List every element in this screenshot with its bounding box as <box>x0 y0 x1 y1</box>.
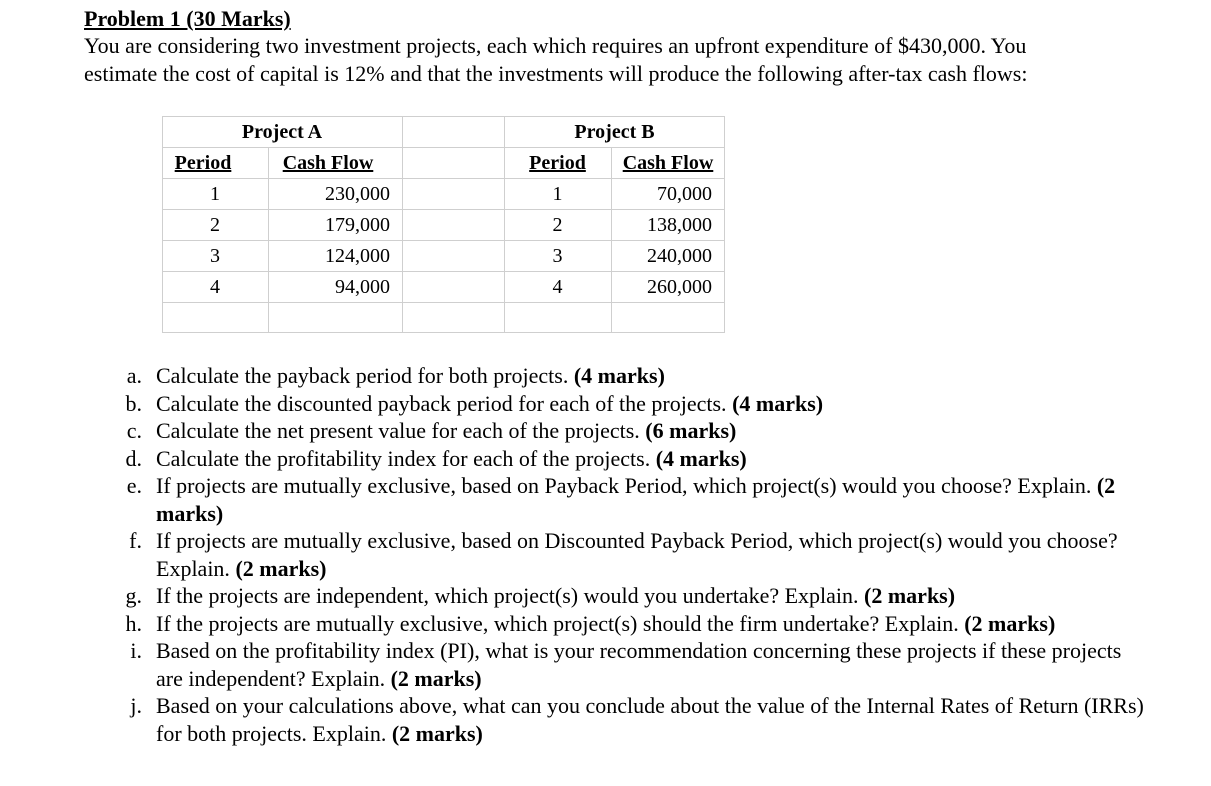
project-a-cash-flow: 94,000 <box>335 276 390 298</box>
project-a-period: 3 <box>210 245 220 267</box>
question-letter: d. <box>125 445 142 471</box>
grid-line <box>162 302 725 303</box>
question-list <box>108 362 1148 747</box>
question-item <box>108 417 1148 445</box>
question-marks: (2 marks) <box>156 473 1116 526</box>
project-b-cash-flow: 138,000 <box>647 214 712 236</box>
grid-line <box>162 271 725 272</box>
intro-line-2: estimate the cost of capital is 12% and that the investments will produce the following after-tax cash flows: <box>84 61 1028 86</box>
project-a-period: 1 <box>210 183 220 205</box>
question-letter: h. <box>125 610 142 636</box>
question-letter: e. <box>126 473 142 498</box>
question-item <box>108 527 1148 582</box>
question-text: If the projects are mutually exclusive, which project(s) should the firm undertake? Explain. <box>156 610 965 636</box>
question-text: Calculate the payback period for both projects. <box>156 363 574 388</box>
project-b-title: Project B <box>574 121 655 143</box>
question-item <box>108 610 1148 638</box>
question-text: Calculate the profitability index for each of the projects. <box>156 445 656 471</box>
question-marks: (2 marks) <box>235 555 327 581</box>
grid-line <box>162 116 725 117</box>
question-text: If the projects are independent, which project(s) would you undertake? Explain. <box>156 583 865 608</box>
project-b-cash-flow: 240,000 <box>647 245 712 267</box>
problem-title: Problem 1 (30 Marks) <box>84 6 291 31</box>
project-a-cashflow-header: Cash Flow <box>282 152 374 174</box>
problem-intro <box>84 32 1174 88</box>
project-b-period-header: Period <box>529 152 586 174</box>
project-a-period-header: Period <box>174 152 232 174</box>
grid-line <box>162 240 725 241</box>
grid-line <box>162 178 725 179</box>
grid-line <box>162 332 725 333</box>
question-text: Based on the profitability index (PI), what is your recommendation concerning these projects if these projects are independent? Explain. <box>156 638 1122 691</box>
project-a-title: Project A <box>241 121 323 143</box>
question-item <box>108 445 1148 473</box>
project-a-cash-flow: 124,000 <box>325 245 390 267</box>
question-item <box>108 390 1148 418</box>
question-text: If projects are mutually exclusive, based on Payback Period, which project(s) would you choose? Explain. <box>156 473 1097 498</box>
question-item <box>108 692 1148 747</box>
grid-line <box>162 209 725 210</box>
question-text: Based on your calculations above, what can you conclude about the value of the Internal Rates of Return (IRRs) for both projects. Explain. <box>156 693 1144 746</box>
project-b-period: 2 <box>552 214 563 236</box>
question-marks: (6 marks) <box>645 418 737 443</box>
question-marks: (4 marks) <box>573 363 665 388</box>
question-item <box>108 362 1148 390</box>
question-item <box>108 637 1148 692</box>
question-letter: b. <box>125 390 142 416</box>
question-marks: (4 marks) <box>655 445 747 471</box>
project-b-cash-flow: 260,000 <box>647 276 712 298</box>
question-marks: (4 marks) <box>732 390 824 416</box>
question-letter: i. <box>130 638 142 663</box>
grid-line <box>402 116 403 332</box>
question-marks: (2 marks) <box>390 665 482 691</box>
question-letter: a. <box>126 363 142 388</box>
question-marks: (2 marks) <box>391 720 483 746</box>
question-letter: j. <box>130 693 142 718</box>
project-a-cash-flow: 179,000 <box>325 214 390 236</box>
grid-line <box>724 116 725 332</box>
project-b-period: 4 <box>552 276 563 298</box>
question-item <box>108 582 1148 610</box>
question-item <box>108 472 1148 527</box>
project-a-period: 2 <box>210 214 220 236</box>
intro-line-1: You are considering two investment projects, each which requires an upfront expenditure of $430,000. You <box>84 33 1027 58</box>
question-letter: c. <box>126 418 142 443</box>
question-text: Calculate the net present value for each of the projects. <box>156 418 646 443</box>
grid-line <box>162 147 725 148</box>
question-marks: (2 marks) <box>964 610 1056 636</box>
project-b-period: 3 <box>552 245 563 267</box>
project-a-cash-flow: 230,000 <box>325 183 390 205</box>
question-marks: (2 marks) <box>864 583 956 608</box>
question-text: Calculate the discounted payback period for each of the projects. <box>156 390 733 416</box>
question-letter: f. <box>129 528 142 553</box>
project-b-period: 1 <box>552 183 563 205</box>
question-text: If projects are mutually exclusive, based on Discounted Payback Period, which project(s) would you choose? Explain. <box>156 528 1118 581</box>
project-b-cash-flow: 70,000 <box>657 183 712 205</box>
project-a-period: 4 <box>210 276 220 298</box>
project-b-cashflow-header: Cash Flow <box>622 152 714 174</box>
question-letter: g. <box>125 583 142 608</box>
